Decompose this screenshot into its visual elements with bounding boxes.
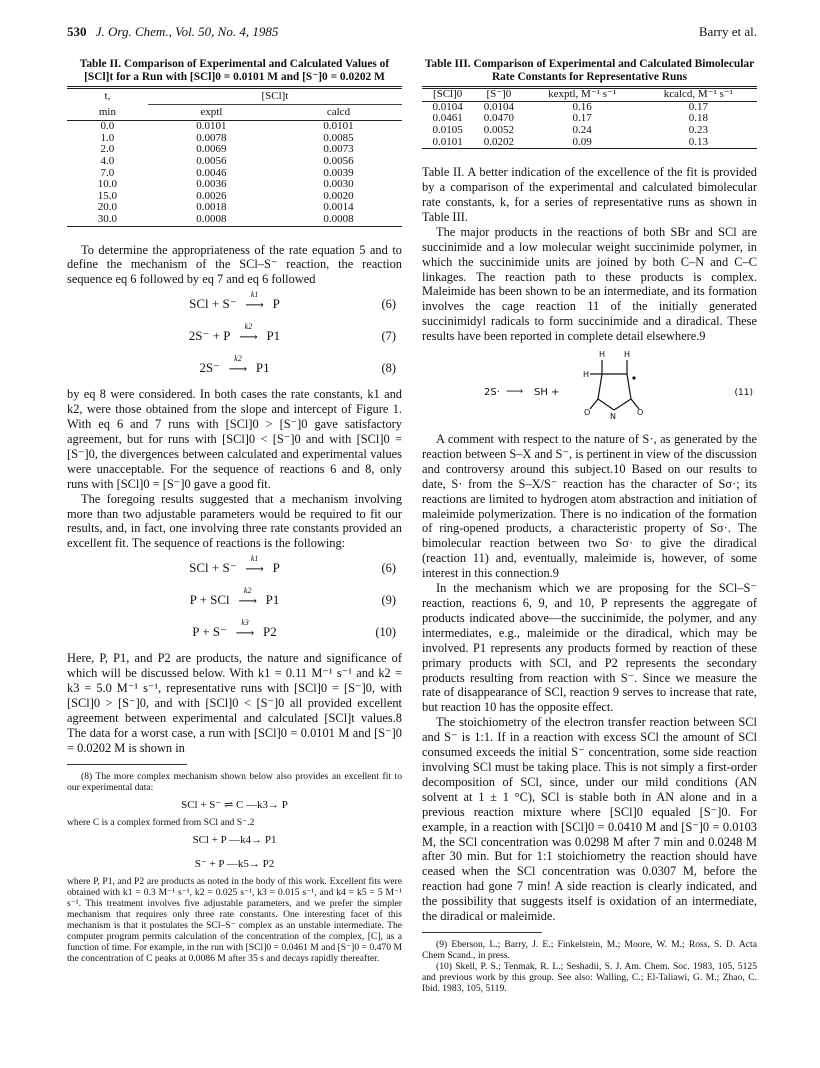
table3-header: [S⁻]0 — [486, 88, 512, 101]
table3 — [422, 86, 757, 149]
footnote-10: (10) Skell, P. S.; Tenmak, R. L.; Seshadii, S. J. Am. Chem. Soc. 1983, 105, 5125 and previous work by this group. See also: Walling, C.; El-Taliawi, G. M.; Zhao, C. Ibid. 1983, 105, 5119. — [422, 960, 757, 994]
cell: 0.23 — [688, 123, 708, 136]
footnote-8 — [67, 771, 402, 964]
scheme-arrow: ⟶ — [506, 384, 524, 399]
cell: 0.0 — [100, 120, 115, 133]
eq-rhs: P2 — [262, 624, 277, 640]
cell: 10.0 — [97, 178, 118, 191]
cell: 7.0 — [100, 166, 115, 179]
cell: 0.0078 — [196, 131, 227, 144]
cell: 0.0026 — [196, 189, 227, 202]
eq-lhs: 2S⁻ — [199, 360, 220, 376]
cell: 0.0014 — [323, 201, 354, 214]
scheme-product: SH + — [534, 387, 560, 399]
cell: 0.0104 — [432, 100, 463, 113]
paragraph: Table II. A better indication of the excellence of the fit is provided by a comparison of the experimental and calculated bimolecular rate constants, k, for a series of representative runs as shown in Table III. — [422, 165, 757, 224]
table2-caption: Table II. Comparison of Experimental and Calculated Values of [SCl]t for a Run with [SCl]0 = 0.0101 M and [S⁻]0 = 0.0202 M — [79, 58, 390, 83]
right-column — [422, 58, 757, 994]
table-row — [67, 214, 402, 226]
atom-o: O — [584, 408, 591, 418]
equation-7: 2S⁻ + P k2 ⟶ P1 (7) — [188, 321, 396, 344]
table-row — [67, 121, 402, 133]
scheme-reactant: 2S· — [484, 387, 500, 399]
table2-col-calcd: calcd — [326, 106, 351, 119]
cell: 0.0008 — [323, 212, 354, 225]
paragraph: To determine the appropriateness of the rate equation 5 and to define the mechanism of the SCl–S⁻ reaction, the reaction sequence eq 6 followed by eq 7 and eq 6 followed — [67, 242, 402, 287]
table2-col-t-top: t, — [104, 90, 111, 103]
author-header: Barry et al. — [698, 24, 757, 39]
atom-h: H — [624, 350, 631, 360]
cell: 0.0085 — [323, 131, 354, 144]
atom-h: H — [583, 370, 590, 380]
cell: 20.0 — [97, 201, 118, 214]
footnote-text: (8) The more complex mechanism shown below also provides an excellent fit to our experimental data: — [67, 770, 402, 793]
cell: 0.0104 — [483, 100, 514, 113]
paragraph: A comment with respect to the nature of S·, as generated by the reaction between S–X and S⁻, is pertinent in view of the discussion and controversy around this subject.10 Based on our results to date, S· from the S–X/S⁻ reaction has the character of Sσ·; its reactions are limited to hydrogen atom abstraction and initiation of maleimide polymerization. There is no indication of the formation of ring-opened products, a characteristic property of Sσ·. The bimolecular reaction between two Sσ· to give the diradical (reaction 11) and, eventually, maleimide is, however, of some interest in this connection.9 — [422, 432, 757, 581]
paragraph: The foregoing results suggested that a mechanism involving more than two adjustable parameters would be required to fit our results, and, in fact, one involving three rate constants provided an excellent fit. The sequence of reactions is the following: — [67, 491, 402, 551]
table3-header: [SCl]0 — [432, 88, 463, 101]
eq-number: (7) — [381, 329, 396, 344]
equation-8: 2S⁻ k2 ⟶ P1 (8) — [199, 353, 396, 376]
cell: 0.0056 — [323, 154, 354, 167]
cell: 0.0202 — [483, 135, 514, 148]
cell: 0.09 — [572, 135, 592, 148]
journal-citation: J. Org. Chem., Vol. 50, No. 4, 1985 — [95, 24, 279, 39]
eq-rhs: P1 — [255, 360, 270, 376]
reaction-scheme-11 — [422, 344, 757, 424]
table3-caption: Table III. Comparison of Experimental and Calculated Bimolecular Rate Constants for Representative Runs — [424, 58, 755, 83]
table2-group-header: [SCl]t — [148, 88, 402, 105]
eq-number: (11) — [734, 388, 753, 399]
cell: 0.0101 — [323, 120, 354, 133]
cell: 0.0101 — [196, 120, 227, 133]
equation-10: P + S⁻ k3 ⟶ P2 (10) — [192, 617, 396, 640]
cell: 30.0 — [97, 212, 118, 225]
footnote-text: where P, P1, and P2 are products as noted in the body of this work. Excellent fits were obtained with k1 = 0.3 M⁻¹ s⁻¹, k2 = 0.025 s⁻¹, k3 = 0.015 s⁻¹, and k4 = k5 = 5 M⁻¹ s⁻¹. This treatment involves five adjustable parameters, and we prefer the simpler mechanism that requires only three rate constants. One interesting facet of this mechanism is that it postulates the SCl–S⁻ complex as an unstable intermediate. The computer program permits calculation of the concentration of the complex, [C], as a function of time. For example, in the run with [SCl]0 = 0.0461 M and [S⁻]0 = 0.470 M the concentration of C peaks at 0.0086 M after 35 s and decays rapidly thereafter. — [67, 875, 402, 964]
left-column — [67, 58, 402, 964]
eq-rhs: P1 — [266, 328, 281, 344]
cell: 0.0056 — [196, 154, 227, 167]
table3-header: kexptl, M⁻¹ s⁻¹ — [548, 88, 617, 101]
cell: 15.0 — [97, 189, 118, 202]
rate-constant: k1 — [250, 553, 259, 563]
cell: 4.0 — [100, 154, 115, 167]
eq-rhs: P1 — [265, 592, 280, 608]
paragraph: by eq 8 were considered. In both cases the rate constants, k1 and k2, were those obtained from the slope and intercept of Figure 1. With eq 6 and 7 runs with [SCl]0 > [S⁻]0 gave satisfactory agreement, but for runs with [SCl]0 < [S⁻]0 and with [SCl]0 = [S⁻]0, the divergences between calculated and experimental values were unacceptable. For the sequence of reactions 6 and 8, only runs with [SCl]0 = [S⁻]0 gave a good fit. — [67, 387, 402, 491]
eq-number: (8) — [381, 361, 396, 376]
rate-constant: k3 — [241, 617, 249, 627]
table-row — [67, 179, 402, 191]
footnote-equation: SCl + P —k4→ P1 — [192, 833, 277, 846]
table2-col-exptl: exptl — [200, 106, 223, 119]
cell: 1.0 — [100, 131, 115, 144]
eq-lhs: P + S⁻ — [192, 624, 227, 640]
eq-lhs: 2S⁻ + P — [188, 328, 231, 344]
footnotes — [422, 939, 757, 994]
eq-number: (6) — [381, 297, 396, 312]
eq-number: (9) — [381, 593, 396, 608]
cell: 0.0069 — [196, 143, 227, 156]
eq-number: (6) — [381, 561, 396, 576]
cell: 0.0105 — [432, 123, 463, 136]
cell: 0.24 — [572, 123, 592, 136]
cell: 0.17 — [688, 100, 708, 113]
cell: 0.0461 — [432, 112, 463, 125]
eq-lhs: SCl + S⁻ — [189, 560, 237, 576]
cell: 0.0036 — [196, 178, 227, 191]
cell: 0.0020 — [323, 189, 354, 202]
paragraph: The major products in the reactions of both SBr and SCl are succinimide and a low molecular weight succinimide polymer, in which the succinimide units are joined by both C–N and C–C linkages. The reaction path to these products is complex. Maleimide has been shown to be an intermediate, and its formation involves the cage reaction 11 of the initially generated succinimidyl radicals to form succinimide and a diradical. These results have been reported in complete detail elsewhere.9 — [422, 224, 757, 344]
cell: 2.0 — [100, 143, 115, 156]
rate-constant: k2 — [243, 585, 252, 595]
paragraph: The stoichiometry of the electron transfer reaction between SCl and S⁻ is 1:1. If in a reaction with excess SCl the amount of SCl consumed exceeds the initial S⁻ concentration, some side reaction involving SCl must be taking place. This is not simply a first-order decomposition of SCl, since, under our mild conditions (AN solvent at 1 ± 1 °C), SCl is stable both in AN alone and in a previous reaction mixture where [SCl]0 equaled [S⁻]0. For example, in a reaction with [SCl]0 = 0.0410 M and [S⁻]0 = 0.0103 M, the SCl concentration was 0.0298 M after 7 min and 0.0248 M after 30 min. But for 1:1 stoichiometry the reaction should have ceased when the SCl concentration was 0.0307 M, before the reaction had gone 7 min! A side reaction is clearly indicated, and the possibility that suggests itself is oxidation of an intermediate, the diradical or maleimide. — [422, 715, 757, 924]
cell: 0.0073 — [323, 143, 354, 156]
cell: 0.0101 — [432, 135, 463, 148]
table3-header: kcalcd, M⁻¹ s⁻¹ — [663, 88, 733, 101]
page-number: 530 — [67, 24, 87, 39]
eq-rhs: P — [272, 560, 280, 576]
rate-constant: k2 — [244, 321, 253, 331]
running-header — [67, 24, 757, 42]
cell: 0.18 — [688, 112, 708, 125]
eq-rhs: P — [272, 296, 280, 312]
paragraph: In the mechanism which we are proposing for the SCl–S⁻ reaction, reactions 6, 9, and 10, P represents the aggregate of products indicated above—the succinimide, the polymer, and any intermediates, e.g., maleimide or the diradical, which may be involved. P1 represents any products formed by reaction of these primary products with SCl, and P2 represents the secondary products resulting from reaction with S⁻. Since we measure the rate of disappearance of SCl, reaction 9 serves to increase that rate, but reaction 10 has the opposite effect. — [422, 581, 757, 715]
footnote-text: where C is a complex formed from SCl and S⁻.2 — [67, 816, 255, 828]
cell: 0.0046 — [196, 166, 227, 179]
table-row — [422, 125, 757, 137]
rate-constant: k1 — [250, 289, 259, 299]
cell: 0.17 — [572, 112, 592, 125]
cell: 0.0039 — [323, 166, 354, 179]
table-row — [67, 156, 402, 168]
atom-n: N — [610, 412, 616, 422]
footnote-equation: SCl + S⁻ ⇌ C —k3→ P — [181, 798, 288, 811]
cell: 0.0030 — [323, 178, 354, 191]
cell: 0.0018 — [196, 201, 227, 214]
footnote-9: (9) Eberson, L.; Barry, J. E.; Finkelstein, M.; Moore, W. M.; Ross, S. D. Acta Chem Scand., in press. — [422, 938, 757, 961]
eq-lhs: SCl + S⁻ — [189, 296, 237, 312]
equation-6b: SCl + S⁻ k1 ⟶ P (6) — [189, 553, 396, 576]
footnote-rule — [422, 932, 542, 933]
table2-col-t-bottom: min — [98, 105, 116, 118]
cell: 0.16 — [572, 100, 592, 113]
rate-constant: k2 — [234, 353, 242, 363]
atom-o: O — [637, 408, 644, 418]
atom-h: H — [599, 350, 606, 360]
equation-6: SCl + S⁻ k1 ⟶ P (6) — [189, 289, 396, 312]
cell: 0.0008 — [196, 212, 227, 225]
equation-9: P + SCl k2 ⟶ P1 (9) — [189, 585, 396, 608]
paragraph: Here, P, P1, and P2 are products, the nature and significance of which will be discussed below. With k1 = 0.11 M⁻¹ s⁻¹ and k2 = k3 = 5.0 M⁻¹ s⁻¹, representative runs with [SCl]0 = [S⁻]0, with [SCl]0 > [S⁻]0, and with [SCl]0 < [S⁻]0 all provided excellent agreement between experimental and calculated [SCl]t values.8 The data for a worst case, a run with [SCl]0 = 0.0101 M and [S⁻]0 = 0.0202 M is shown in — [67, 651, 402, 755]
eq-number: (10) — [375, 625, 396, 640]
cell: 0.0052 — [483, 123, 514, 136]
eq-lhs: P + SCl — [189, 592, 230, 608]
footnote-rule — [67, 764, 187, 765]
cell: 0.13 — [688, 135, 708, 148]
table2 — [67, 86, 402, 226]
footnote-equation: S⁻ + P —k5→ P2 — [194, 857, 275, 870]
table-row — [422, 137, 757, 149]
cell: 0.0470 — [483, 112, 514, 125]
